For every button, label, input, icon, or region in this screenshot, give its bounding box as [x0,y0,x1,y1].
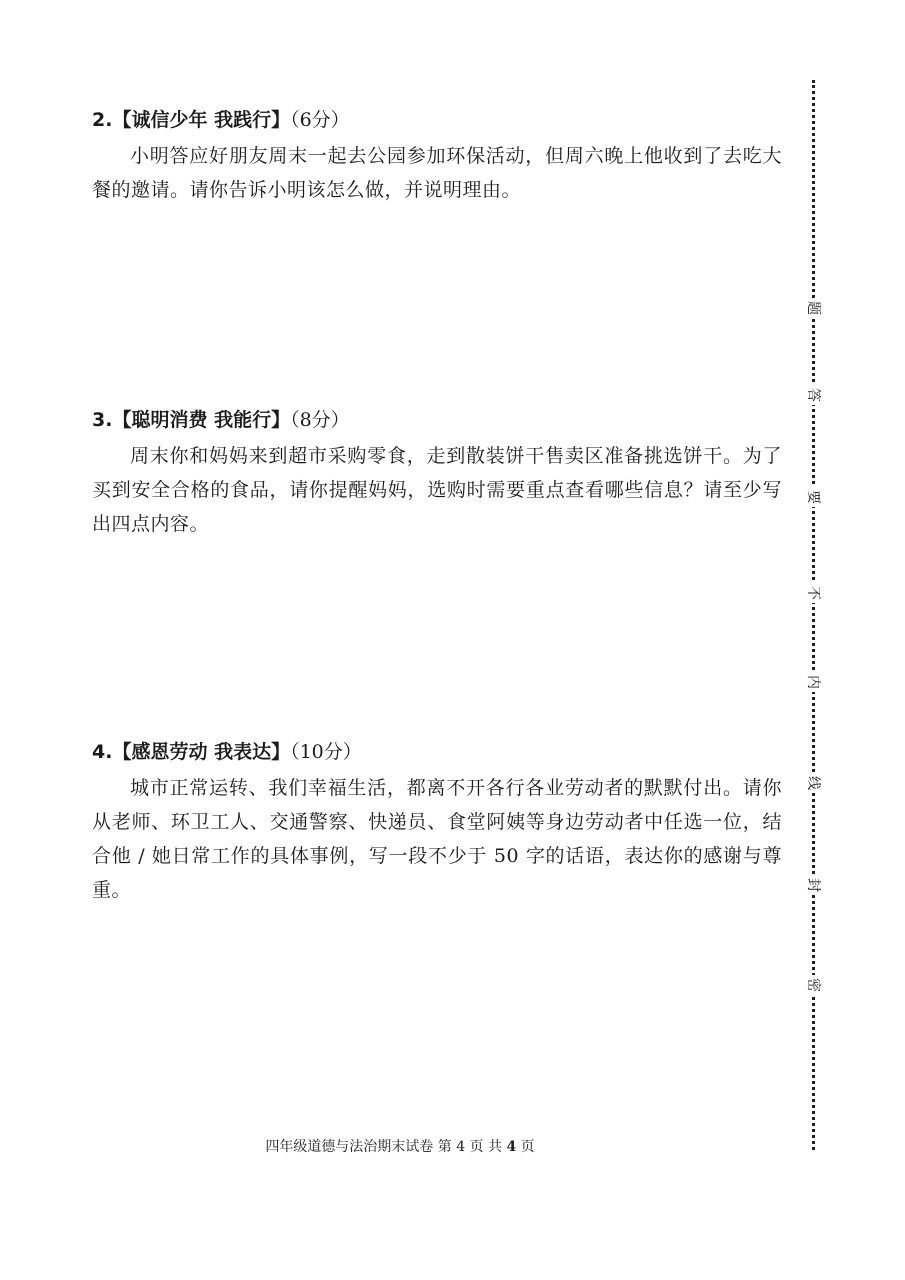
binding-char-bu: 不 [803,583,823,603]
binding-char-nei: 内 [803,672,823,692]
footer-suffix: 页 [516,1139,535,1155]
binding-char-mi: 密 [803,975,823,995]
binding-char-ti: 题 [803,298,823,318]
binding-char-xian: 线 [803,773,823,793]
question-body: 小明答应好朋友周末一起去公园参加环保活动，但周六晚上他收到了去吃大餐的邀请。请你告诉小明该怎么做，并说明理由。 [92,145,782,201]
question-body: 周末你和妈妈来到超市采购零食，走到散装饼干售卖区准备挑选饼干。为了买到安全合格的食品，请你提醒妈妈，选购时需要重点查看哪些信息？请至少写出四点内容。 [92,445,782,535]
question-4 [92,737,782,907]
footer-total-pages: 4 [506,1139,517,1155]
question-title: 【聪明消费 我能行】 [112,409,291,431]
question-3 [92,405,782,541]
question-title: 【诚信少年 我践行】 [112,109,291,131]
question-title: 【感恩劳动 我表达】 [112,741,291,763]
question-2 [92,105,782,207]
question-number: 2. [92,109,113,131]
question-points: （6分） [290,109,350,131]
page-footer [0,1137,800,1157]
question-points: （8分） [290,409,350,431]
question-heading [92,405,782,435]
question-number: 4. [92,741,113,763]
question-number: 3. [92,409,113,431]
question-heading [92,105,782,135]
footer-prefix: 四年级道德与法治期末试卷 第 4 页 共 [265,1139,507,1155]
binding-char-da: 答 [803,385,823,405]
binding-char-yao: 要 [803,487,823,507]
question-heading [92,737,782,767]
question-points: （10分） [290,741,362,763]
question-body: 城市正常运转、我们幸福生活，都离不开各行各业劳动者的默默付出。请你从老师、环卫工人、交通警察、快递员、食堂阿姨等身边劳动者中任选一位，结合他 / 她日常工作的具体事例，写一段不少于 50 字的话语，表达你的感谢与尊重。 [92,777,782,901]
binding-char-feng: 封 [803,875,823,895]
